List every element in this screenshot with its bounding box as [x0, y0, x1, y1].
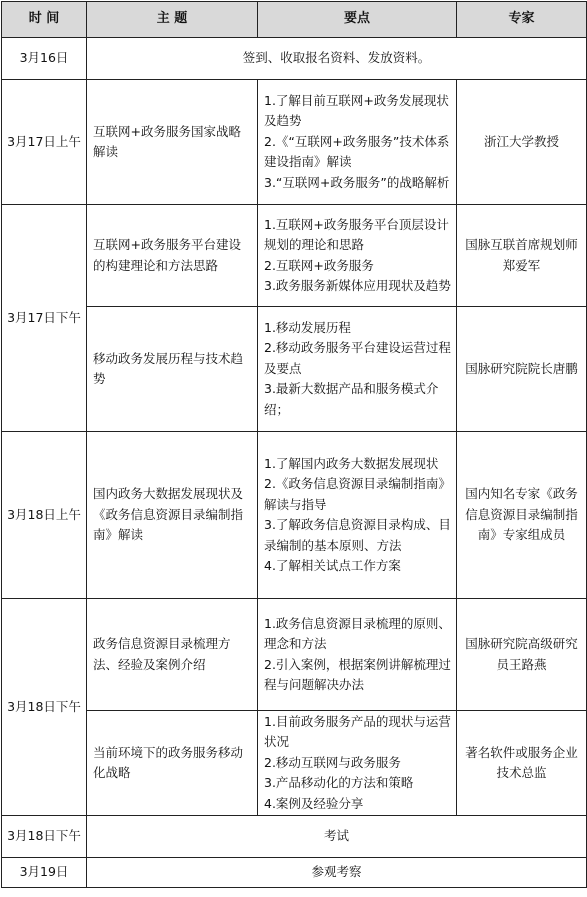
table-row: [2, 80, 587, 205]
list-item: 3.“互联网+政务服务”的战略解析: [264, 174, 450, 190]
table-row: [2, 432, 587, 599]
list-item: 1.目前政务服务产品的现状与运营状况: [264, 713, 451, 750]
list-item: 1.政务信息资源目录梳理的原则、理念和方法: [264, 615, 451, 651]
expert-cell: 国脉互联首席规划师郑爱军: [457, 205, 587, 307]
merged-cell: 参观考察: [87, 858, 587, 888]
points-cell: [258, 205, 457, 307]
table-row: [2, 599, 587, 711]
time-cell: 3月18日下午: [2, 816, 87, 858]
list-item: 1.互联网+政务服务平台顶层设计规划的理论和思路: [264, 216, 449, 252]
points-cell: [258, 711, 457, 816]
list-item: 2.《“互联网+政务服务”技术体系建设指南》解读: [264, 133, 450, 170]
list-item: 3.政务服务新媒体应用现状及趋势: [264, 278, 451, 293]
header-time: 时 间: [2, 2, 87, 38]
time-cell: 3月16日: [2, 38, 87, 80]
points-cell: [258, 599, 457, 711]
list-item: 3.产品移动化的方法和策略: [264, 775, 414, 791]
header-row: [2, 2, 587, 38]
expert-cell: 国内知名专家《政务信息资源目录编制指南》专家组成员: [457, 432, 587, 599]
table-row: [2, 858, 587, 888]
time-cell: 3月17日下午: [2, 205, 87, 432]
time-cell: 3月17日上午: [2, 80, 87, 205]
list-item: 3.了解政务信息资源目录构成、目录编制的基本原则、方法: [264, 517, 451, 553]
merged-cell: 考试: [87, 816, 587, 858]
list-item: 4.案例及经验分享: [264, 795, 364, 811]
expert-cell: 国脉研究院高级研究员王路燕: [457, 599, 587, 711]
topic-cell: 国内政务大数据发展现状及《政务信息资源目录编制指南》解读: [87, 432, 258, 599]
schedule-table: [1, 1, 587, 888]
list-item: 1.移动发展历程: [264, 319, 351, 335]
list-item: 2.引入案例，根据案例讲解梳理过程与问题解决办法: [264, 656, 451, 692]
list-item: 1.了解国内政务大数据发展现状: [264, 455, 439, 471]
list-item: 2.《政务信息资源目录编制指南》解读与指导: [264, 476, 451, 512]
table-row: [2, 38, 587, 80]
table-row: [2, 307, 587, 432]
time-cell: 3月18日上午: [2, 432, 87, 599]
topic-cell: 政务信息资源目录梳理方法、经验及案例介绍: [87, 599, 258, 711]
merged-cell: 签到、收取报名资料、发放资料。: [87, 38, 587, 80]
topic-cell: 互联网+政务服务国家战略解读: [87, 80, 258, 205]
list-item: 3.最新大数据产品和服务模式介绍；: [264, 381, 439, 417]
expert-cell: 著名软件或服务企业技术总监: [457, 711, 587, 816]
expert-cell: 浙江大学教授: [457, 80, 587, 205]
points-cell: [258, 432, 457, 599]
points-cell: [258, 307, 457, 432]
time-cell: 3月19日: [2, 858, 87, 888]
list-item: 1.了解目前互联网+政务发展现状及趋势: [264, 92, 449, 129]
topic-cell: 当前环境下的政务服务移动化战略: [87, 711, 258, 816]
expert-cell: 国脉研究院院长唐鹏: [457, 307, 587, 432]
table-row: [2, 205, 587, 307]
header-topic: 主 题: [87, 2, 258, 38]
list-item: 2.移动政务服务平台建设运营过程及要点: [264, 340, 451, 376]
list-item: 2.互联网+政务服务: [264, 257, 374, 273]
header-expert: 专家: [457, 2, 587, 38]
header-points: 要点: [258, 2, 457, 38]
table-row: [2, 816, 587, 858]
table-row: [2, 711, 587, 816]
list-item: 4.了解相关试点工作方案: [264, 558, 401, 573]
topic-cell: 互联网+政务服务平台建设的构建理论和方法思路: [87, 205, 258, 307]
topic-cell: 移动政务发展历程与技术趋势: [87, 307, 258, 432]
points-cell: [258, 80, 457, 205]
time-cell: 3月18日下午: [2, 599, 87, 816]
list-item: 2.移动互联网与政务服务: [264, 754, 401, 770]
